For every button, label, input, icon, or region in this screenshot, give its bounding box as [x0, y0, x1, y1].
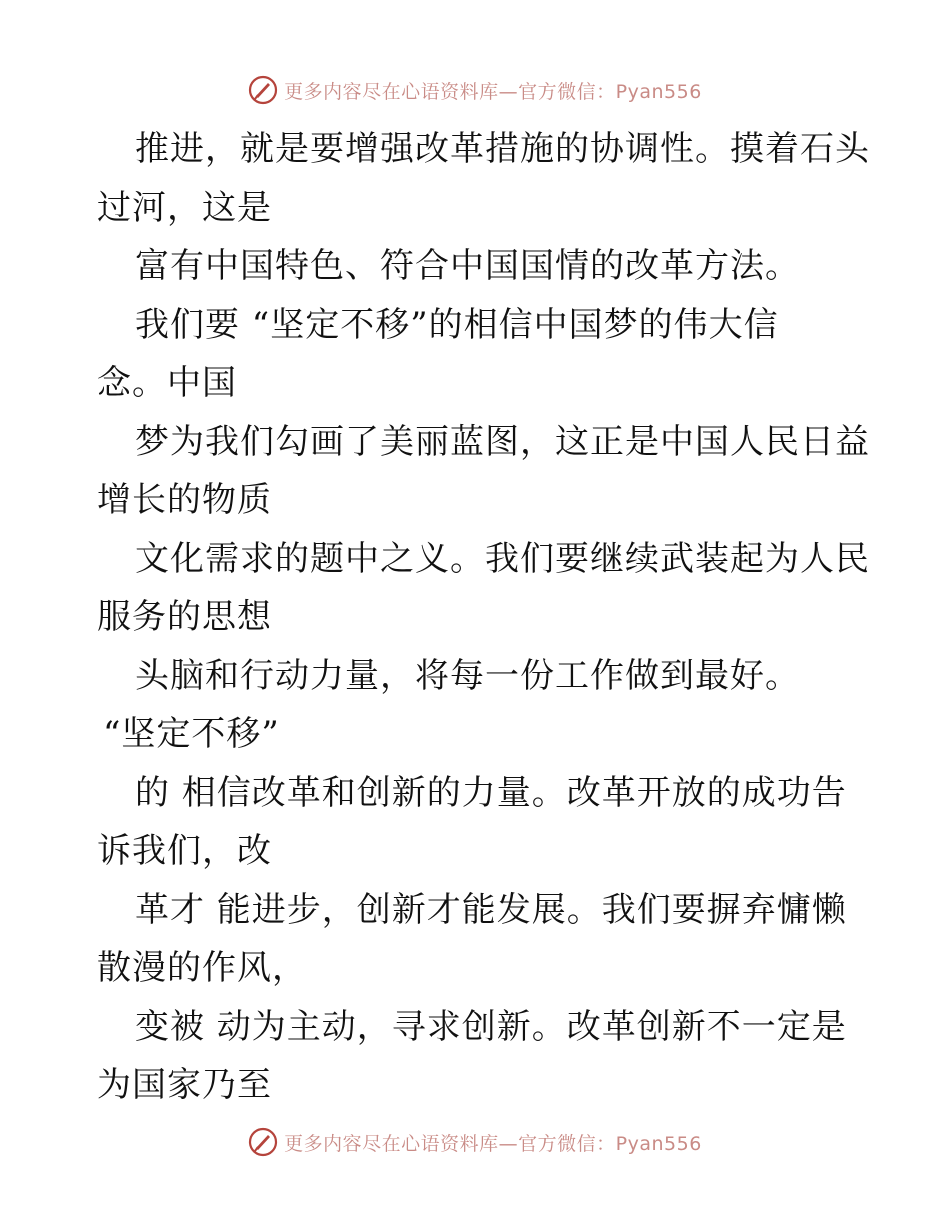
text-line: 过河，这是 [97, 187, 272, 228]
text-line: 革才 能进步，创新才能发展。我们要摒弃慵懒 [135, 889, 847, 930]
text-line: 念。中国 [97, 363, 237, 403]
text-line: 服务的思想 [97, 597, 272, 637]
text-line: 推进，就是要增强改革措施的协调性。摸着石头 [135, 129, 870, 169]
text-line: 我们要 “坚定不移”的相信中国梦的伟大信 [135, 304, 779, 345]
text-line: 诉我们，改 [97, 831, 272, 871]
text-line: 头脑和行动力量，将每一份工作做到最好。 [135, 655, 800, 696]
footer-watermark [0, 1122, 950, 1162]
text-line: 富有中国特色、符合中国国情的改革方法。 [135, 246, 800, 286]
watermark-text: 更多内容尽在心语资料库—官方微信：Pyan556 [284, 80, 702, 103]
quill-seal-icon [248, 1127, 278, 1157]
watermark-text: 更多内容尽在心语资料库—官方微信：Pyan556 [284, 1132, 702, 1155]
text-line: “坚定不移” [103, 714, 280, 754]
text-line: 增长的物质 [97, 480, 272, 520]
text-line: 文化需求的题中之义。我们要继续武装起为人民 [135, 538, 870, 579]
header-watermark [0, 70, 950, 110]
text-line: 变被 动为主动，寻求创新。改革创新不一定是 [135, 1006, 847, 1047]
body-text [97, 120, 870, 1115]
text-line: 的 相信改革和创新的力量。改革开放的成功告 [135, 772, 847, 813]
text-line: 散漫的作风， [97, 948, 307, 988]
text-line: 为国家乃至 [97, 1065, 272, 1105]
quill-seal-icon [248, 75, 278, 105]
text-line: 梦为我们勾画了美丽蓝图，这正是中国人民日益 [135, 421, 870, 462]
